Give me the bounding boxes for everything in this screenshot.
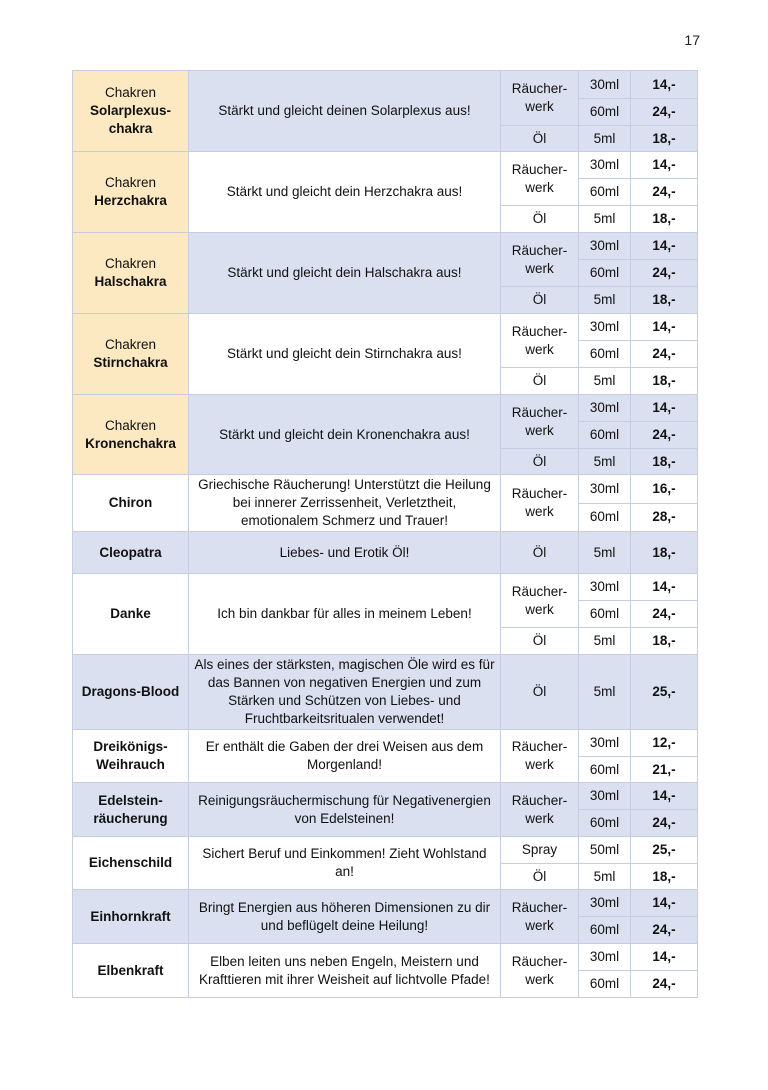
product-size: 30ml <box>579 783 631 810</box>
product-name-cell <box>73 395 189 475</box>
product-size: 30ml <box>579 574 631 601</box>
product-price: 14,- <box>631 944 698 971</box>
product-price: 24,- <box>631 810 698 837</box>
product-price: 14,- <box>631 314 698 341</box>
product-name: Chiron <box>108 495 153 510</box>
product-name: Danke <box>110 606 151 621</box>
product-type: Öl <box>501 126 579 152</box>
product-price: 18,- <box>631 368 698 395</box>
product-price: 24,- <box>631 917 698 944</box>
product-price: 25,- <box>631 655 698 730</box>
product-name-cell <box>73 574 189 655</box>
table-row <box>73 314 698 341</box>
product-name-cell <box>73 944 189 998</box>
product-size: 60ml <box>579 601 631 628</box>
product-description: Stärkt und gleicht dein Kronenchakra aus! <box>189 395 501 475</box>
table-row <box>73 574 698 601</box>
product-price: 18,- <box>631 126 698 152</box>
table-row <box>73 655 698 730</box>
product-type: Öl <box>501 206 579 233</box>
table-row <box>73 152 698 179</box>
table-row <box>73 395 698 422</box>
product-description: Bringt Energien aus höheren Dimensionen zu dir und beflügelt deine Heilung! <box>189 890 501 944</box>
product-type: Öl <box>501 864 579 890</box>
product-name: Dreikönigs-Weihrauch <box>93 739 168 772</box>
product-size: 50ml <box>579 837 631 864</box>
product-size: 60ml <box>579 179 631 206</box>
product-size: 5ml <box>579 449 631 475</box>
product-category: Chakren <box>104 175 157 190</box>
product-type: Räucher-werk <box>501 890 579 944</box>
table-row <box>73 890 698 917</box>
product-price: 18,- <box>631 864 698 890</box>
product-description: Ich bin dankbar für alles in meinem Leben! <box>189 574 501 655</box>
product-price: 14,- <box>631 152 698 179</box>
product-size: 5ml <box>579 628 631 655</box>
product-type: Räucher-werk <box>501 730 579 783</box>
product-type: Öl <box>501 655 579 730</box>
product-name: Solarplexus-chakra <box>89 103 172 136</box>
product-size: 60ml <box>579 971 631 998</box>
product-size: 60ml <box>579 917 631 944</box>
product-price: 12,- <box>631 730 698 757</box>
product-size: 5ml <box>579 864 631 890</box>
product-size: 30ml <box>579 944 631 971</box>
product-type: Räucher-werk <box>501 783 579 837</box>
product-description: Stärkt und gleicht dein Herzchakra aus! <box>189 152 501 233</box>
product-name-cell <box>73 314 189 395</box>
product-price: 24,- <box>631 179 698 206</box>
product-size: 5ml <box>579 532 631 574</box>
table-row <box>73 837 698 864</box>
product-type: Räucher-werk <box>501 71 579 126</box>
product-name: Einhornkraft <box>90 908 171 924</box>
table-row <box>73 532 698 574</box>
product-name: Stirnchakra <box>93 355 168 370</box>
product-name: Kronenchakra <box>85 435 176 451</box>
product-category: Chakren <box>104 417 157 433</box>
product-description: Stärkt und gleicht dein Stirnchakra aus! <box>189 314 501 395</box>
product-name-cell <box>73 837 189 890</box>
product-type: Räucher-werk <box>501 314 579 368</box>
product-description: Stärkt und gleicht dein Halschakra aus! <box>189 233 501 314</box>
product-price: 14,- <box>631 890 698 917</box>
product-name-cell <box>73 152 189 233</box>
product-name-cell <box>73 71 189 152</box>
product-price: 14,- <box>631 233 698 260</box>
product-price: 14,- <box>631 395 698 422</box>
product-name: Herzchakra <box>94 193 167 208</box>
product-type: Räucher-werk <box>501 152 579 206</box>
product-type: Räucher-werk <box>501 475 579 532</box>
product-description: Stärkt und gleicht deinen Solarplexus aus! <box>189 71 501 152</box>
price-table <box>72 70 698 998</box>
product-name-cell <box>73 532 189 574</box>
product-price: 18,- <box>631 206 698 233</box>
product-size: 30ml <box>579 314 631 341</box>
product-description: Als eines der stärksten, magischen Öle wird es für das Bannen von negativen Energien und zum Stärken und Schützen von Liebes- und Fruchtbarkeitsritualen verwendet! <box>189 655 501 730</box>
product-size: 30ml <box>579 890 631 917</box>
product-name: Edelstein-räucherung <box>93 792 168 826</box>
product-description: Reinigungsräuchermischung für Negativenergien von Edelsteinen! <box>189 783 501 837</box>
product-description: Griechische Räucherung! Unterstützt die Heilung bei innerer Zerrissenheit, Verletztheit, emotionalem Schmerz und Trauer! <box>189 475 501 532</box>
product-price: 25,- <box>631 837 698 864</box>
product-size: 30ml <box>579 71 631 99</box>
product-size: 60ml <box>579 422 631 449</box>
product-price: 21,- <box>631 757 698 783</box>
product-category: Chakren <box>104 337 157 352</box>
product-name-cell <box>73 233 189 314</box>
product-name-cell <box>73 890 189 944</box>
product-price: 28,- <box>631 503 698 532</box>
product-category: Chakren <box>104 256 157 271</box>
product-price: 24,- <box>631 99 698 126</box>
table-row <box>73 944 698 971</box>
product-type: Räucher-werk <box>501 233 579 287</box>
product-price: 24,- <box>631 971 698 998</box>
product-name: Halschakra <box>94 274 167 289</box>
product-price: 14,- <box>631 71 698 99</box>
product-price: 18,- <box>631 449 698 475</box>
product-description: Liebes- und Erotik Öl! <box>189 532 501 574</box>
product-name-cell <box>73 730 189 783</box>
product-size: 5ml <box>579 287 631 314</box>
product-price: 16,- <box>631 475 698 504</box>
table-row <box>73 233 698 260</box>
product-name: Elbenkraft <box>97 962 164 978</box>
product-size: 60ml <box>579 260 631 287</box>
product-size: 30ml <box>579 233 631 260</box>
product-description: Sichert Beruf und Einkommen! Zieht Wohlstand an! <box>189 837 501 890</box>
product-size: 30ml <box>579 730 631 757</box>
table-row <box>73 475 698 504</box>
product-description: Elben leiten uns neben Engeln, Meistern und Krafttieren mit ihrer Weisheit auf lichtvolle Pfade! <box>189 944 501 998</box>
product-price: 14,- <box>631 574 698 601</box>
product-type: Öl <box>501 532 579 574</box>
product-category: Chakren <box>104 85 157 100</box>
product-name: Eichenschild <box>88 855 173 870</box>
product-name: Dragons-Blood <box>81 684 180 699</box>
product-name: Cleopatra <box>99 544 162 560</box>
product-type: Räucher-werk <box>501 574 579 628</box>
product-price: 24,- <box>631 601 698 628</box>
product-type: Räucher-werk <box>501 944 579 998</box>
product-type: Öl <box>501 628 579 655</box>
product-price: 24,- <box>631 341 698 368</box>
table-row <box>73 71 698 99</box>
product-price: 24,- <box>631 422 698 449</box>
product-price: 18,- <box>631 628 698 655</box>
product-size: 5ml <box>579 368 631 395</box>
product-type: Öl <box>501 449 579 475</box>
product-price: 18,- <box>631 532 698 574</box>
product-size: 30ml <box>579 395 631 422</box>
product-size: 60ml <box>579 757 631 783</box>
product-price: 18,- <box>631 287 698 314</box>
product-size: 30ml <box>579 152 631 179</box>
product-name-cell <box>73 655 189 730</box>
price-table-body <box>73 71 698 998</box>
table-row <box>73 783 698 810</box>
product-description: Er enthält die Gaben der drei Weisen aus dem Morgenland! <box>189 730 501 783</box>
product-price: 24,- <box>631 260 698 287</box>
product-size: 60ml <box>579 341 631 368</box>
product-size: 60ml <box>579 810 631 837</box>
product-size: 5ml <box>579 655 631 730</box>
product-size: 60ml <box>579 503 631 532</box>
product-name-cell <box>73 475 189 532</box>
product-price: 14,- <box>631 783 698 810</box>
product-type: Öl <box>501 368 579 395</box>
product-type: Spray <box>501 837 579 864</box>
product-type: Öl <box>501 287 579 314</box>
product-size: 30ml <box>579 475 631 504</box>
page-number: 17 <box>684 32 700 48</box>
product-type: Räucher-werk <box>501 395 579 449</box>
product-size: 5ml <box>579 206 631 233</box>
product-size: 5ml <box>579 126 631 152</box>
table-row <box>73 730 698 757</box>
product-name-cell <box>73 783 189 837</box>
product-size: 60ml <box>579 99 631 126</box>
